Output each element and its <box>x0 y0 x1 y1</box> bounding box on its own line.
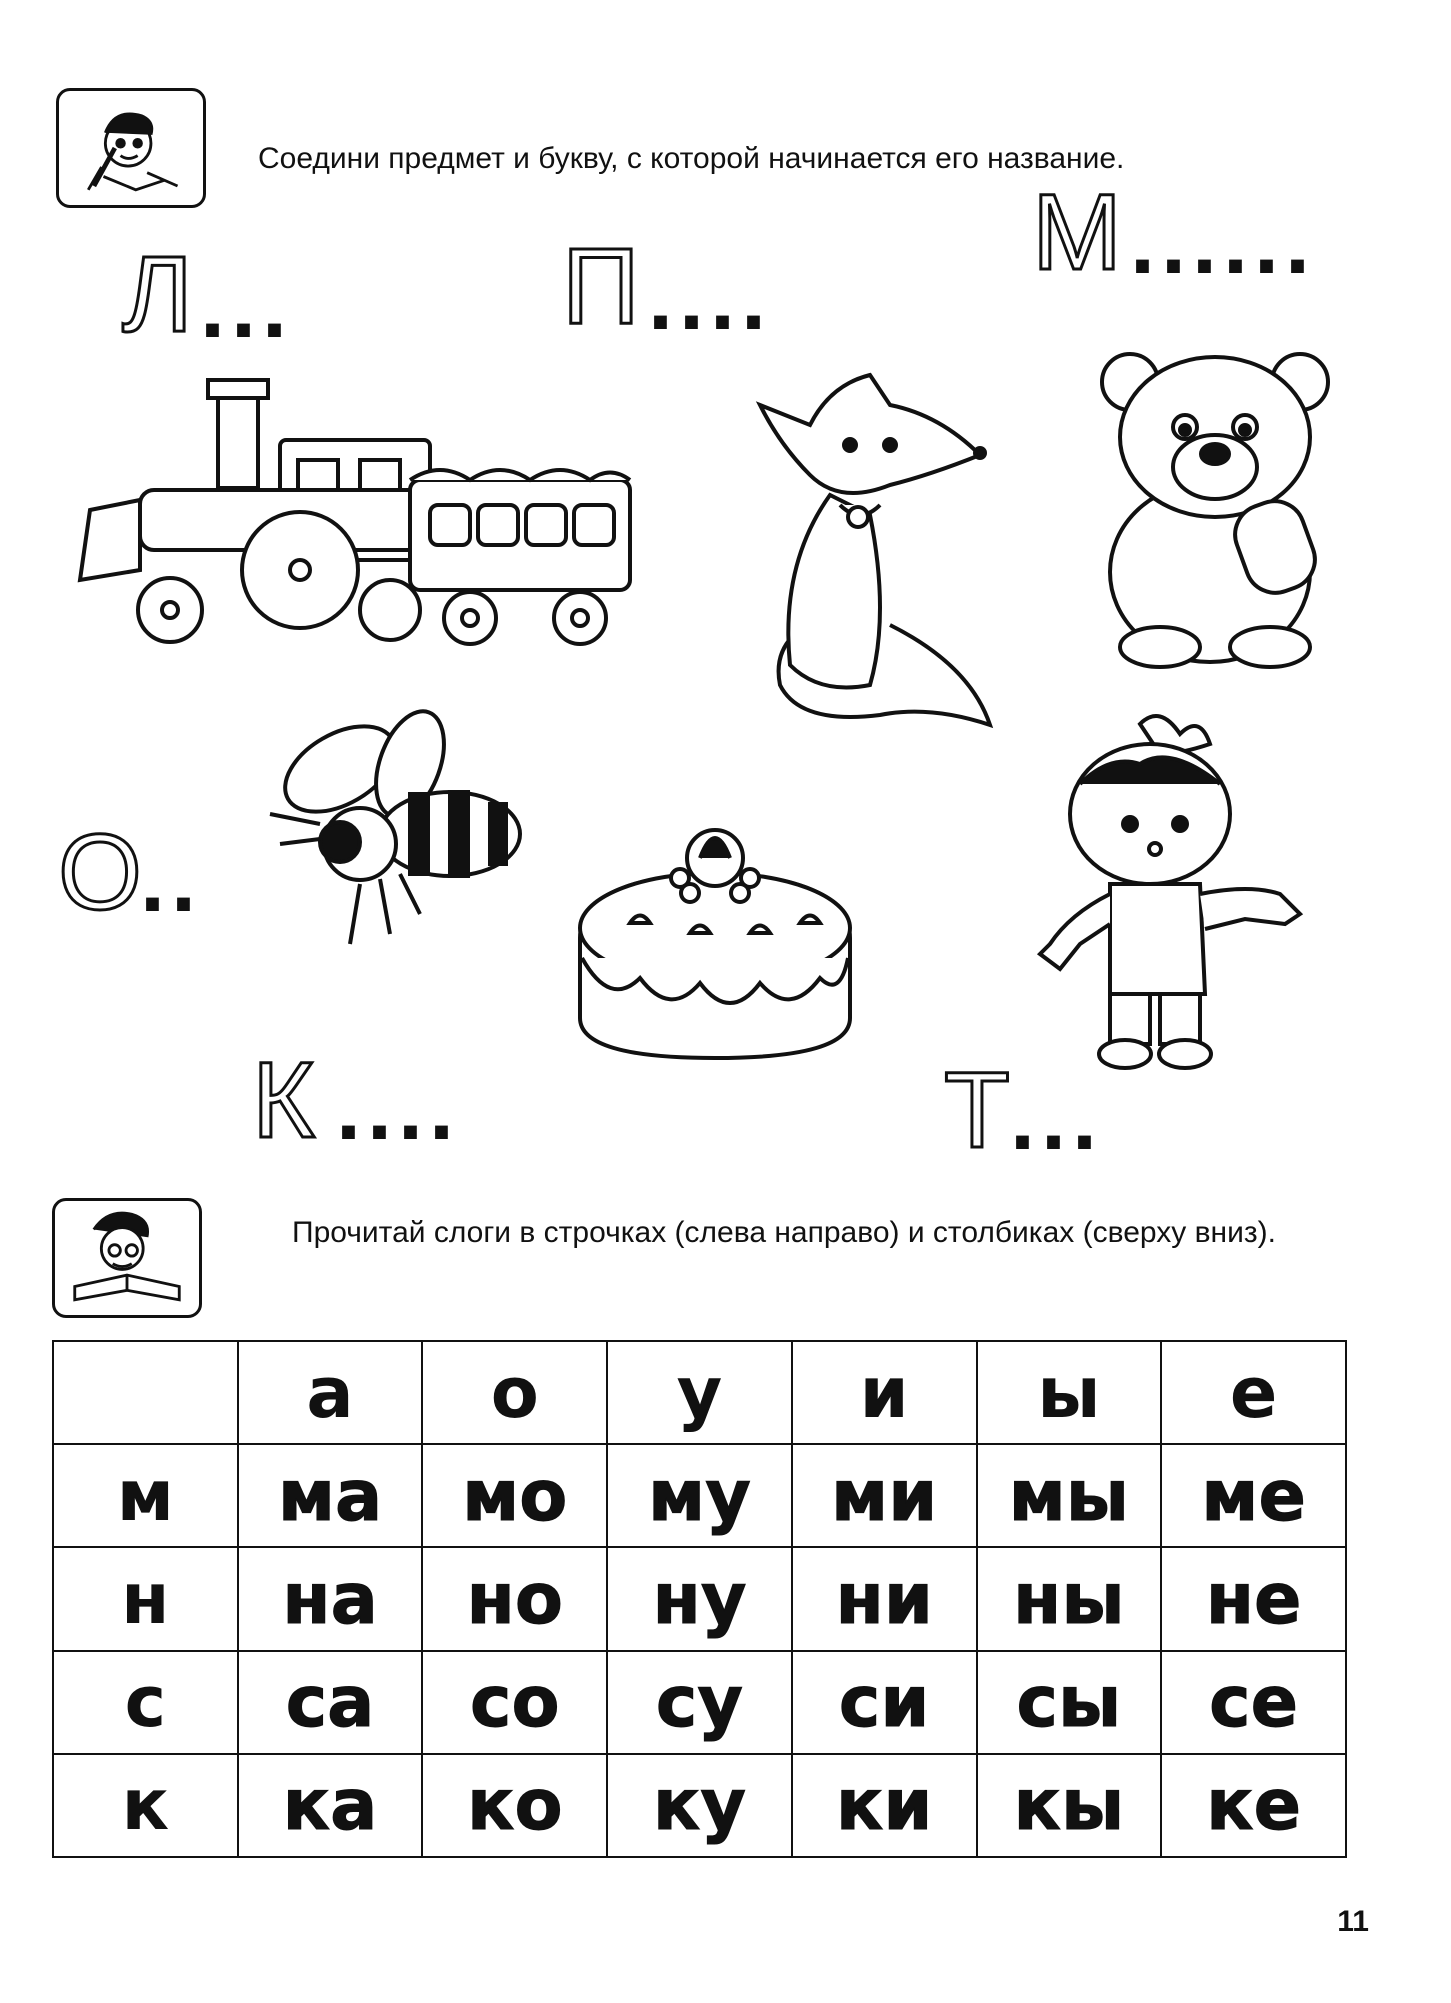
syllable-cell: ны <box>977 1547 1162 1650</box>
table-header-row <box>53 1341 1346 1444</box>
syllable-cell: на <box>238 1547 423 1650</box>
letter-k: К <box>252 1039 313 1160</box>
vowel-header: а <box>238 1341 423 1444</box>
syllable-cell: ну <box>607 1547 792 1650</box>
syllable-cell: ки <box>792 1754 977 1857</box>
doll-picture <box>1030 714 1310 1074</box>
syllable-cell: ни <box>792 1547 977 1650</box>
letter-o: О <box>58 811 141 932</box>
table-row <box>53 1651 1346 1754</box>
syllable-cell: со <box>422 1651 607 1754</box>
letter-l-dots: ... <box>200 257 294 357</box>
letter-t: Т <box>944 1049 1008 1170</box>
train-picture <box>60 370 640 650</box>
letter-l: Л <box>122 233 191 354</box>
letter-m-dots: ...... <box>1130 193 1317 293</box>
letter-m: М <box>1032 171 1120 292</box>
vowel-header: и <box>792 1341 977 1444</box>
syllable-cell: но <box>422 1547 607 1650</box>
task2-instruction: Прочитай слоги в строчках (слева направо) и столбиках (сверху вниз). <box>292 1216 1276 1249</box>
syllable-cell: су <box>607 1651 792 1754</box>
consonant-header: м <box>53 1444 238 1547</box>
syllable-cell: сы <box>977 1651 1162 1754</box>
syllable-cell: се <box>1161 1651 1346 1754</box>
boy-drawing-icon <box>56 88 206 208</box>
syllable-cell: мы <box>977 1444 1162 1547</box>
vowel-header: ы <box>977 1341 1162 1444</box>
syllable-cell: не <box>1161 1547 1346 1650</box>
letter-p-dots: .... <box>648 249 773 349</box>
cake-picture <box>570 818 860 1058</box>
syllable-cell: ку <box>607 1754 792 1857</box>
syllable-cell: ке <box>1161 1754 1346 1857</box>
syllable-cell: му <box>607 1444 792 1547</box>
vowel-header: е <box>1161 1341 1346 1444</box>
syllable-cell: са <box>238 1651 423 1754</box>
syllable-cell: ма <box>238 1444 423 1547</box>
bee-picture <box>250 714 530 954</box>
table-corner-cell <box>53 1341 238 1444</box>
table-row <box>53 1444 1346 1547</box>
vowel-header: о <box>422 1341 607 1444</box>
bear-picture <box>1090 342 1340 672</box>
letter-t-dots: ... <box>1010 1069 1104 1169</box>
page-number: 11 <box>1337 1905 1369 1938</box>
letter-k-dots: .... <box>336 1059 461 1159</box>
syllable-cell: ко <box>422 1754 607 1857</box>
syllable-cell: кы <box>977 1754 1162 1857</box>
task1-instruction: Соедини предмет и букву, с которой начинается его название. <box>258 142 1125 175</box>
vowel-header: у <box>607 1341 792 1444</box>
syllable-cell: ме <box>1161 1444 1346 1547</box>
boy-reading-icon <box>52 1198 202 1318</box>
syllable-cell: мо <box>422 1444 607 1547</box>
syllable-cell: ми <box>792 1444 977 1547</box>
consonant-header: к <box>53 1754 238 1857</box>
table-row <box>53 1547 1346 1650</box>
consonant-header: н <box>53 1547 238 1650</box>
syllable-table <box>52 1340 1347 1858</box>
letter-o-dots: .. <box>140 831 203 931</box>
syllable-cell: си <box>792 1651 977 1754</box>
table-row <box>53 1754 1346 1857</box>
fox-picture <box>740 365 1000 745</box>
syllable-cell: ка <box>238 1754 423 1857</box>
letter-p: П <box>562 225 638 346</box>
consonant-header: с <box>53 1651 238 1754</box>
